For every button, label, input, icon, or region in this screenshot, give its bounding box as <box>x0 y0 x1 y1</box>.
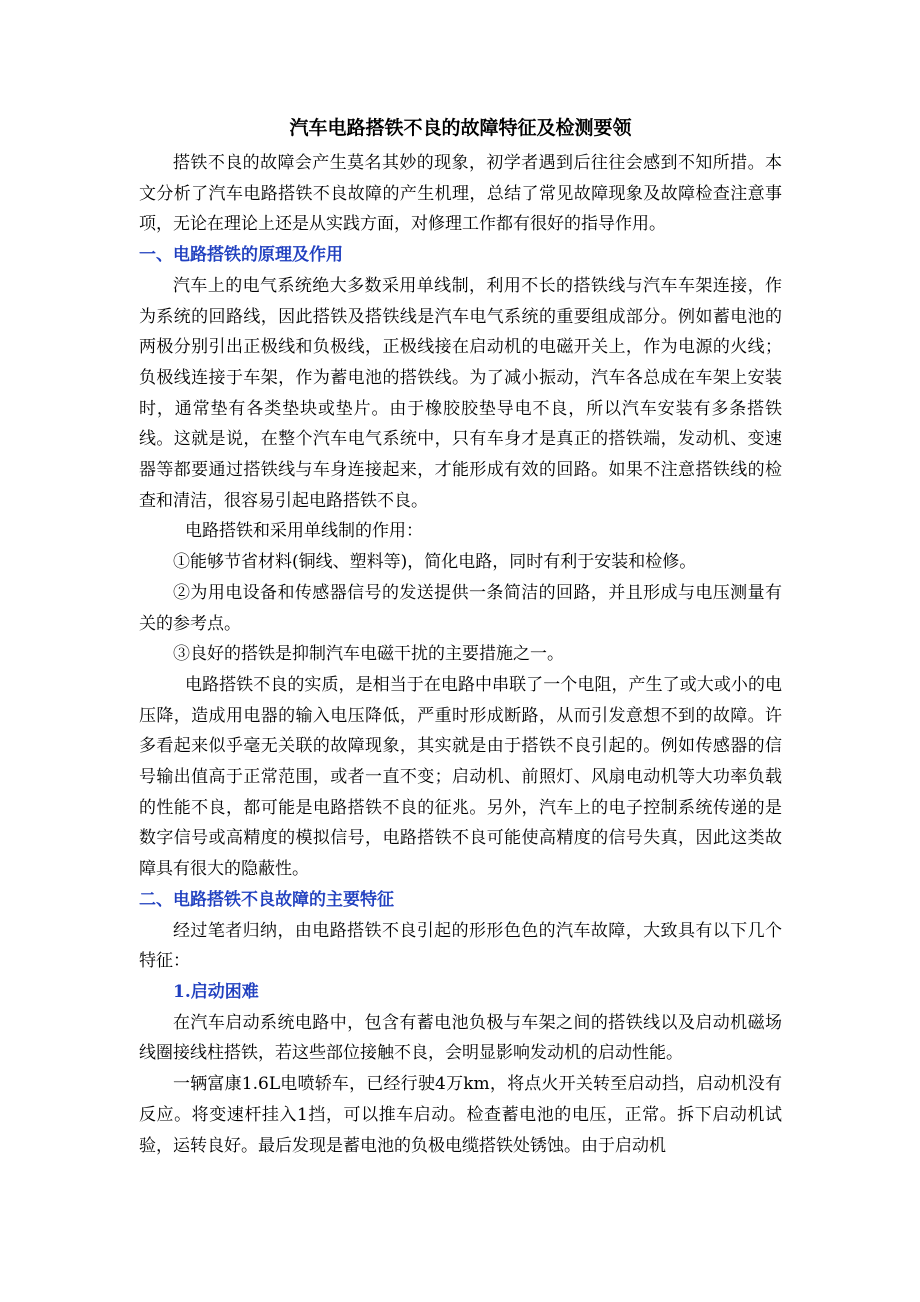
intro-paragraph: 搭铁不良的故障会产生莫名其妙的现象，初学者遇到后往往会感到不知所措。本文分析了汽车电路搭铁不良故障的产生机理，总结了常见故障现象及故障检查注意事项，无论在理论上还是从实践方面，对修理工作都有很好的指导作用。 <box>139 153 782 235</box>
section-2-subheading-1: 1.启动困难 <box>173 981 259 1002</box>
section-2-paragraph-2: 在汽车启动系统电路中，包含有蓄电池负极与车架之间的搭铁线以及启动机磁场线圈接线柱搭铁，若这些部位接触不良，会明显影响发动机的启动性能。 <box>139 1012 782 1064</box>
section-1-heading: 一、电路搭铁的原理及作用 <box>139 245 343 266</box>
section-1-list-item-2: ②为用电设备和传感器信号的发送提供一条简洁的回路，并且形成与电压测量有关的参考点。 <box>139 582 782 634</box>
section-2-paragraph-1: 经过笔者归纳，由电路搭铁不良引起的形形色色的汽车故障，大致具有以下几个特征： <box>139 920 782 972</box>
document-title: 汽车电路搭铁不良的故障特征及检测要领 <box>289 117 632 139</box>
section-1-list-item-3: ③良好的搭铁是抑制汽车电磁干扰的主要措施之一。 <box>173 644 564 665</box>
section-1-paragraph-1: 汽车上的电气系统绝大多数采用单线制，利用不长的搭铁线与汽车车架连接，作为系统的回路线，因此搭铁及搭铁线是汽车电气系统的重要组成部分。例如蓄电池的两极分别引出正极线和负极线，正极线接在启动机的电磁开关上，作为电源的火线；负极线连接于车架，作为蓄电池的搭铁线。为了减小振动，汽车各总成在车架上安装时，通常垫有各类垫块或垫片。由于橡胶胶垫导电不良，所以汽车安装有多条搭铁线。这就是说，在整个汽车电气系统中，只有车身才是真正的搭铁端，发动机、变速器等都要通过搭铁线与车身连接起来，才能形成有效的回路。如果不注意搭铁线的检查和清洁，很容易引起电路搭铁不良。 <box>139 275 782 511</box>
section-2-paragraph-3: 一辆富康1.6L电喷轿车，已经行驶4万km，将点火开关转至启动挡，启动机没有反应。将变速杆挂入1挡，可以推车启动。检查蓄电池的电压，正常。拆下启动机试验，运转良好。最后发现是蓄电池的负极电缆搭铁处锈蚀。由于启动机 <box>139 1074 782 1156</box>
section-1-list-item-1: ①能够节省材料(铜线、塑料等)，简化电路，同时有利于安装和检修。 <box>173 552 697 573</box>
section-1-paragraph-2: 电路搭铁和采用单线制的作用： <box>185 521 423 542</box>
document-page <box>139 108 782 1161</box>
section-1-paragraph-3: 电路搭铁不良的实质，是相当于在电路中串联了一个电阻，产生了或大或小的电压降，造成用电器的输入电压降低，严重时形成断路，从而引发意想不到的故障。许多看起来似乎毫无关联的故障现象，其实就是由于搭铁不良引起的。例如传感器的信号输出值高于正常范围，或者一直不变；启动机、前照灯、风扇电动机等大功率负载的性能不良，都可能是电路搭铁不良的征兆。另外，汽车上的电子控制系统传递的是数字信号或高精度的模拟信号，电路搭铁不良可能使高精度的信号失真，因此这类故障具有很大的隐蔽性。 <box>139 674 782 880</box>
section-2-heading: 二、电路搭铁不良故障的主要特征 <box>139 889 394 910</box>
